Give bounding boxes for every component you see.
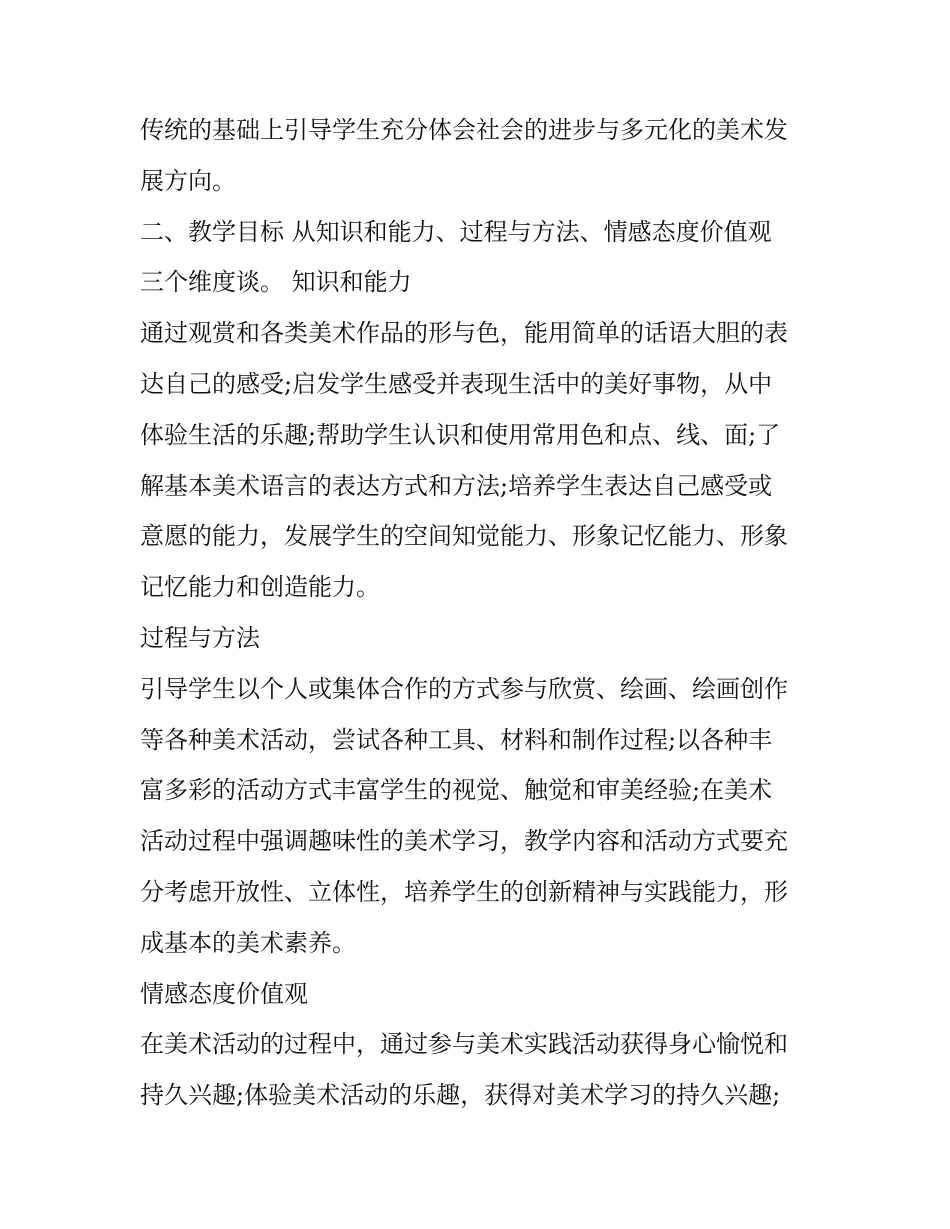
text-line: 达自己的感受;启发学生感受并表现生活中的美好事物，从中 <box>140 369 773 398</box>
text-line: 成基本的美术素养。 <box>140 928 356 957</box>
text-line: 富多彩的活动方式丰富学生的视觉、触觉和审美经验;在美术 <box>140 776 773 805</box>
section-heading-line: 三个维度谈。 知识和能力 <box>140 268 412 297</box>
text-line: 解基本美术语言的表达方式和方法;培养学生表达自己感受或 <box>140 471 773 500</box>
text-line: 意愿的能力，发展学生的空间知觉能力、形象记忆能力、形象 <box>140 522 788 551</box>
text-line: 引导学生以个人或集体合作的方式参与欣赏、绘画、绘画创作 <box>140 674 788 703</box>
text-line: 持久兴趣;体验美术活动的乐趣，获得对美术学习的持久兴趣; <box>140 1081 781 1110</box>
text-line: 记忆能力和创造能力。 <box>140 573 380 602</box>
body-text <box>140 105 815 1121</box>
subheading-emotion-attitude-values: 情感态度价值观 <box>140 979 308 1008</box>
text-line: 活动过程中强调趣味性的美术学习，教学内容和活动方式要充 <box>140 827 788 856</box>
text-line: 展方向。 <box>140 166 236 195</box>
text-line: 在美术活动的过程中，通过参与美术实践活动获得身心愉悦和 <box>140 1030 788 1059</box>
subheading-process-and-method: 过程与方法 <box>140 623 260 652</box>
text-line: 传统的基础上引导学生充分体会社会的进步与多元化的美术发 <box>140 116 788 144</box>
text-line: 等各种美术活动，尝试各种工具、材料和制作过程;以各种丰 <box>140 725 773 754</box>
text-line: 体验生活的乐趣;帮助学生认识和使用常用色和点、线、面;了 <box>140 420 781 449</box>
text-line: 分考虑开放性、立体性，培养学生的创新精神与实践能力，形 <box>140 877 788 906</box>
text-line: 通过观赏和各类美术作品的形与色，能用简单的话语大胆的表 <box>140 319 788 348</box>
section-heading-line: 二、教学目标 从知识和能力、过程与方法、情感态度价值观 <box>140 217 772 246</box>
